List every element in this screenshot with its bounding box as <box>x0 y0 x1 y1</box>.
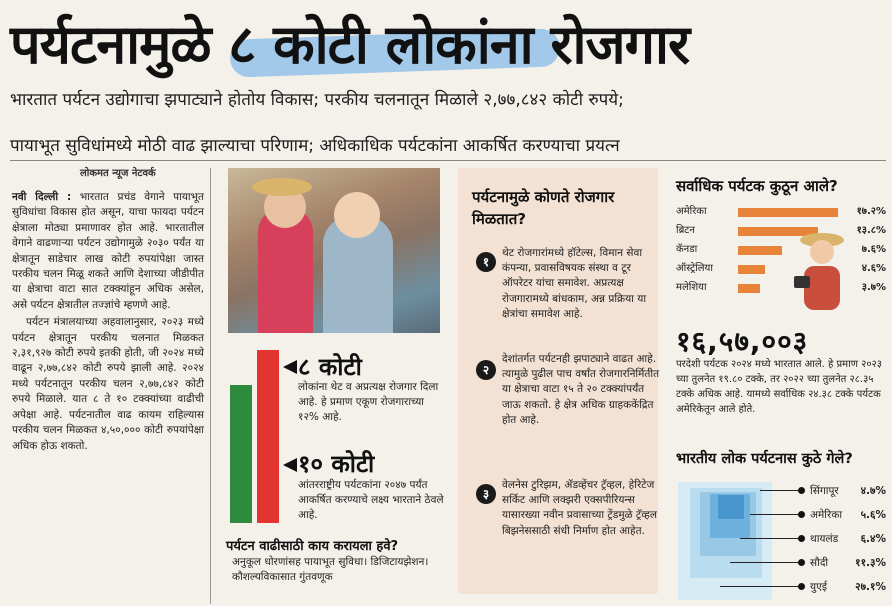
tourist-illustration <box>790 230 854 310</box>
job-item-3: वेलनेस टुरिझम, ॲडव्हेंचर ट्रॅव्हल, हेरिटेज सर्किट आणि लक्झरी एक्सपीरियन्स यासारख्या नवीन प्रवासाच्या ट्रेंडमुळे ट्रॅव्हल बिझनेससाठी संधी निर्माण होत आहेत. <box>502 479 657 537</box>
photo-face <box>334 192 380 238</box>
number-badge: १ <box>476 252 496 272</box>
what-to-do-title: पर्यटन वाढीसाठी काय करायला हवे? <box>226 539 399 554</box>
red-bar <box>257 350 279 523</box>
destination-leader-line <box>730 562 800 563</box>
stat-10-crore: १० कोटी <box>298 450 375 478</box>
destinations-title: भारतीय लोक पर्यटनास कुठे गेले? <box>676 451 853 467</box>
article-body <box>12 190 204 456</box>
stat-8-crore: ८ कोटी <box>298 353 362 381</box>
article-paragraph-1: भारतात प्रचंड वेगाने पायाभूत सुविधांचा विकास होत असून, याचा फायदा पर्यटन क्षेत्राला मोठ्या प्रमाणावर होत आहे. भारतातील वेगाने वाढणाऱ्या पर्यटन उद्योगामुळे २०३० पर्यंत या क्षेत्रातून साडेचार लाख कोटी रुपयांपेक्षा जास्त परकीय चलन मिळू शकते आणि देशाच्या जीडीपीत या क्षेत्राचा वाटा सात टक्क्यांहून अधिक असेल, असे पर्यटन क्षेत्रातील तज्ज्ञांचे म्हणणे आहे. <box>12 191 205 311</box>
source-country: कॅनडा <box>676 244 698 255</box>
destination-row <box>770 506 886 524</box>
subheadline-line-2: पायाभूत सुविधांमध्ये मोठी वाढ झाल्याचा परिणाम; अधिकाधिक पर्यटकांना आकर्षित करण्याचा प्रयत्न <box>10 136 620 156</box>
source-bar <box>738 284 760 293</box>
tourists-photo <box>228 168 440 333</box>
source-bar <box>738 246 782 255</box>
divider <box>10 160 886 161</box>
destination-pct: ११.३% <box>855 557 886 569</box>
destination-leader-line <box>720 586 800 587</box>
foreign-tourists-number: १६,५७,००३ <box>676 325 809 358</box>
number-badge: २ <box>476 360 496 380</box>
bullet-icon <box>798 583 805 590</box>
destination-pct: ६.४% <box>860 533 886 545</box>
source-bar <box>738 265 765 274</box>
source-pct: १७.२% <box>856 206 886 217</box>
photo-hat <box>252 178 312 196</box>
destination-country: थायलंड <box>810 533 839 545</box>
arrow-left-icon <box>283 360 297 374</box>
source-country: मलेशिया <box>676 282 707 293</box>
destination-pct: ४.७% <box>860 485 886 497</box>
destination-leader-line <box>760 490 800 491</box>
destination-row <box>770 530 886 548</box>
foreign-tourists-desc: परदेशी पर्यटक २०२४ मध्ये भारतात आले. हे प्रमाण २०२३ च्या तुलनेत १९.८० टक्के, तर २०२२ च्या तुलनेत २८.३५ टक्के अधिक आहे. यामध्ये सर्वाधिक २४.३८ टक्के पर्यटक अमेरिकेतून आले होते. <box>676 359 882 415</box>
source-row <box>676 242 886 258</box>
destination-country: अमेरिका <box>810 509 843 521</box>
headline: पर्यटनामुळे ८ कोटी लोकांना रोजगार <box>10 13 690 76</box>
destination-row <box>770 554 886 572</box>
bullet-icon <box>798 487 805 494</box>
destination-pct: ५.६% <box>860 509 886 521</box>
jobs-panel-title: पर्यटनामुळे कोणते रोजगार मिळतात? <box>472 188 615 228</box>
bullet-icon <box>798 559 805 566</box>
source-country: ऑस्ट्रेलिया <box>676 263 713 274</box>
what-to-do-desc: अनुकूल धोरणांसह पायाभूत सुविधा। डिजिटायझेशन। कौशल्यविकासात गुंतवणूक <box>232 556 429 583</box>
destination-country: सिंगापूर <box>810 485 839 497</box>
source-bar <box>738 208 838 217</box>
arrow-left-icon <box>283 458 297 472</box>
column-divider <box>210 168 211 604</box>
source-row <box>676 261 886 277</box>
destination-leader-line <box>750 514 800 515</box>
source-row <box>676 204 886 220</box>
article-paragraph-2: पर्यटन मंत्रालयाच्या अहवालानुसार, २०२३ मध्ये पर्यटन क्षेत्रातून परकीय चलनात मिळकत २,३१,९२७ कोटी रुपये इतकी होती, जी २०२४ मध्ये वाढून २,७७,८४२ कोटी रुपये झाली आहे. २०२४ मध्ये पर्यटनातून परकीय चलन २,७७,८४२ कोटी रुपये मिळाले. यात ८ ते १० टक्क्यांच्या वाढीची अपेक्षा आहे. पर्यटनातील वाढ कायम राहिल्यास परकीय चलन मिळकत ४,५०,००० कोटी रुपयांपेक्षा अधिक होऊ शकतो. <box>12 316 204 452</box>
source-pct: ७.६% <box>861 244 886 255</box>
destination-country: सौदी <box>810 557 829 569</box>
destination-row <box>770 482 886 500</box>
source-row <box>676 223 886 239</box>
top-sources-title: सर्वाधिक पर्यटक कुठून आले? <box>676 177 838 195</box>
destination-leader-line <box>740 538 800 539</box>
byline: लोकमत न्यूज नेटवर्क <box>80 168 156 179</box>
stat-10-crore-desc: आंतरराष्ट्रीय पर्यटकांना २०४७ पर्यंत आकर्षित करण्याचे लक्ष्य भारताने ठेवले आहे. <box>298 479 444 521</box>
article-paragraph <box>12 190 204 313</box>
stat-8-crore-desc: लोकांना थेट व अप्रत्यक्ष रोजगार दिला आहे. हे प्रमाण एकूण रोजगाराच्या १२% आहे. <box>298 381 439 423</box>
destinations-graphic <box>718 495 744 519</box>
source-pct: १३.८% <box>856 225 886 236</box>
bullet-icon <box>798 511 805 518</box>
job-item-2: देशांतर्गत पर्यटनही झपाट्याने वाढत आहे. त्यामुळे पुढील पाच वर्षांत रोजगारनिर्मितीत या क्षेत्राचा वाटा १५ ते २० टक्क्यांपर्यंत जाऊ शकतो. हे क्षेत्र अधिक ग्राहककेंद्रित होत आहे. <box>502 353 660 426</box>
source-country: ब्रिटन <box>676 225 695 236</box>
number-badge: ३ <box>476 484 496 504</box>
job-item-1: थेट रोजगारांमध्ये हॉटेल्स, विमान सेवा कंपन्या, प्रवासविषयक संस्था व टूर ऑपरेटर यांचा समावेश. अप्रत्यक्ष रोजगारामध्ये बांधकाम, अन्न प्रक्रिया या क्षेत्रांचा समावेश आहे. <box>502 247 647 320</box>
source-pct: ४.६% <box>861 263 886 274</box>
destination-country: युएई <box>810 581 828 593</box>
destination-row <box>770 578 886 596</box>
destination-pct: २७.१% <box>855 581 886 593</box>
dateline: नवी दिल्ली : <box>12 191 72 203</box>
source-pct: ३.७% <box>861 282 886 293</box>
green-bar <box>230 385 252 523</box>
subheadline-line-1: भारतात पर्यटन उद्योगाचा झपाट्याने होतोय विकास; परकीय चलनातून मिळाले २,७७,८४२ कोटी रुपये; <box>10 90 624 110</box>
source-row <box>676 280 886 296</box>
bullet-icon <box>798 535 805 542</box>
source-country: अमेरिका <box>676 206 707 217</box>
